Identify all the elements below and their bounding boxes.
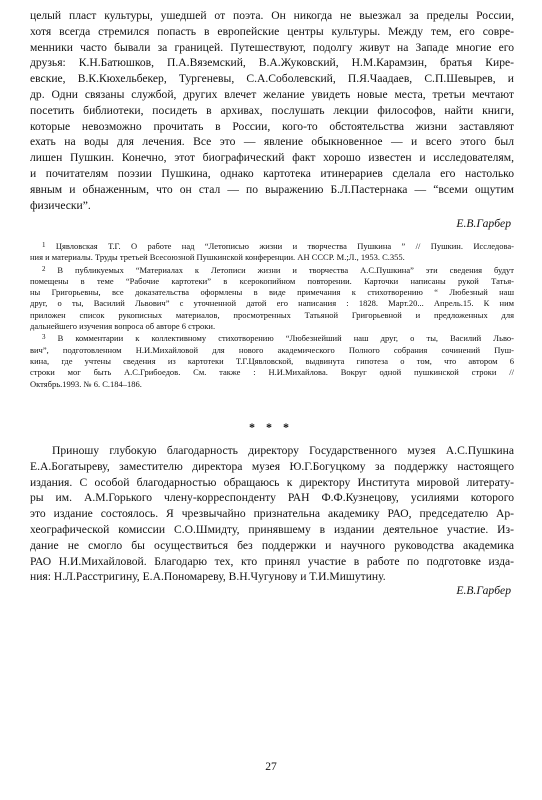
text-line: РАО Н.И.Михайловой. Благодарю тех, кто принял участие в работе по подготовке изда- <box>30 554 514 568</box>
footnote-line: вич”, подготовленном Н.И.Михайловой для нового академического Полного собрания сочинений Пуш- <box>30 344 514 355</box>
footnote-line: дальнейшего изучения вопроса об авторе 6 строки. <box>30 321 216 332</box>
text-line: хотя всегда стремился попасть в европейские центры культуры. Между тем, его совре- <box>30 24 514 38</box>
footnote-line: приложен список рукописных материалов, просмотренных Татьяной Григорьевной и предложенных для <box>30 309 514 320</box>
footnote-1 <box>30 240 514 264</box>
footnote-number: 1 <box>42 241 46 249</box>
footnotes <box>30 240 514 390</box>
section-separator: * * * <box>249 420 293 434</box>
footnote-line: помещены в теме “Рабочие картотеки” в ксерокопийном повторении. Карточки написаны рукой Татья- <box>30 275 514 286</box>
footnote-line: $^3$ В комментарии к коллективному стихотворению “Любезнейший наш друг, о ты, Василий Льво- <box>42 333 514 344</box>
footnote-line: ны Григорьевны, все доказательства оформлены в виде примечания к стихотворению “ Любезный наш <box>30 287 514 298</box>
footnote-line: ния и материалы. Труды третьей Всесоюзной Пушкинской конференции. АН СССР. М.;Л., 1953. С.355. <box>30 252 405 263</box>
text-line: физически”. <box>30 198 91 212</box>
text-line: целый пласт культуры, ушедшей от поэта. Он никогда не выезжал за пределы России, <box>30 9 514 22</box>
text-line: хеографической комиссии С.О.Шмидту, принявшему в издании деятельное участие. Из- <box>30 522 514 536</box>
footnote-number: 2 <box>42 264 46 273</box>
footnote-line: кина, где учтены сведения из картотеки Т.Г.Цявловской, выдвинута гипотеза о том, что автором 6 <box>30 355 514 366</box>
text-line: евские, В.К.Кюхельбекер, Тургеневы, С.А.Соболевский, П.Я.Чаадаев, С.П.Шевырев, и <box>30 72 514 86</box>
footnote-3 <box>30 332 514 389</box>
footnote-line: друг, о ты, Василий Львович” с уточненной датой его написания : 1828. Март.20... Апрель.15. К ним <box>30 298 514 309</box>
footnote-2 <box>30 264 514 333</box>
text-line: Е.А.Богатыреву, заместителю директора музея Ю.Г.Богуцкому за поддержку настоящего <box>30 459 514 473</box>
footnote-number: 3 <box>42 333 46 342</box>
text-line: посетить библиотеки, посидеть в архивах, послушать лекции философов, найти книги, <box>30 103 514 117</box>
text-line: лишен Пушкин. Конечно, этот биографический факт хорошо известен и исследователям, <box>30 151 514 165</box>
text-line: менники часто бывали за границей. Путешествуют, подолгу живут на Западе многие его <box>30 40 514 54</box>
text-line: Приношу глубокую благодарность директору Государственного музея А.С.Пушкина <box>52 444 514 457</box>
text-line: которые невозможно прочитать в России, кого-то обстоятельства жизни заставляют <box>30 119 514 133</box>
text-line: ния: Н.Л.Расстригину, Е.А.Пономареву, В.Н.Чугунову и Т.И.Мишутину. <box>30 570 386 584</box>
text-line: ехать на воды для лечения. Все это — явление обыкновенное — и всего этого был <box>30 135 514 149</box>
body-paragraph-2 <box>30 443 514 585</box>
footnote-line: $^2$ В публикуемых “Материалах к Летописи жизни и творчества А.С.Пушкина” эти сведения будут <box>42 264 515 275</box>
text-line: друзья: К.Н.Батюшков, П.А.Вяземский, В.А.Жуковский, Н.М.Карамзин, братья Кире- <box>30 56 514 70</box>
author-signature: Е.В.Гарбер <box>456 584 511 597</box>
text-line: др. Одни связаны службой, других влечет желание увидеть новые места, третьи мечтают <box>30 87 514 101</box>
text-line: и почитателям поэзии Пушкина, однако картотека итинерариев сделала его настолько <box>30 166 514 180</box>
text-line: это издание состоялось. Я чрезвычайно признательна академику РАО, председателю Ар- <box>30 507 514 521</box>
text-line: явным и обнаженным, что он стал — по выражению Б.Л.Пастернака — “всеми ощутим <box>30 182 514 196</box>
footnote-line: Октябрь.1993. № 6. С.184–186. <box>30 378 142 389</box>
text-line: ры им. А.М.Горького члену-корреспонденту РАН Ф.Ф.Кузнецову, усилиями которого <box>30 491 514 505</box>
footnote-line: $^1$ Цявловская Т.Г. О работе над “Летописью жизни и творчества Пушкина ” // Пушкин. Исследова- <box>42 241 514 251</box>
footnote-line: строки мог быть А.С.Грибоедов. См. также : Н.И.Михайлова. Вокруг одной пушкинской строки // <box>30 367 514 378</box>
page-number: 27 <box>265 760 277 773</box>
text-line: дание не смогло бы осуществиться без поддержки и научного руководства академика <box>30 538 514 552</box>
text-line: издания. С особой благодарностью обращаюсь к директору Института мировой литерату- <box>30 475 514 489</box>
author-signature: Е.В.Гарбер <box>456 217 511 230</box>
body-paragraph-1 <box>30 8 514 213</box>
